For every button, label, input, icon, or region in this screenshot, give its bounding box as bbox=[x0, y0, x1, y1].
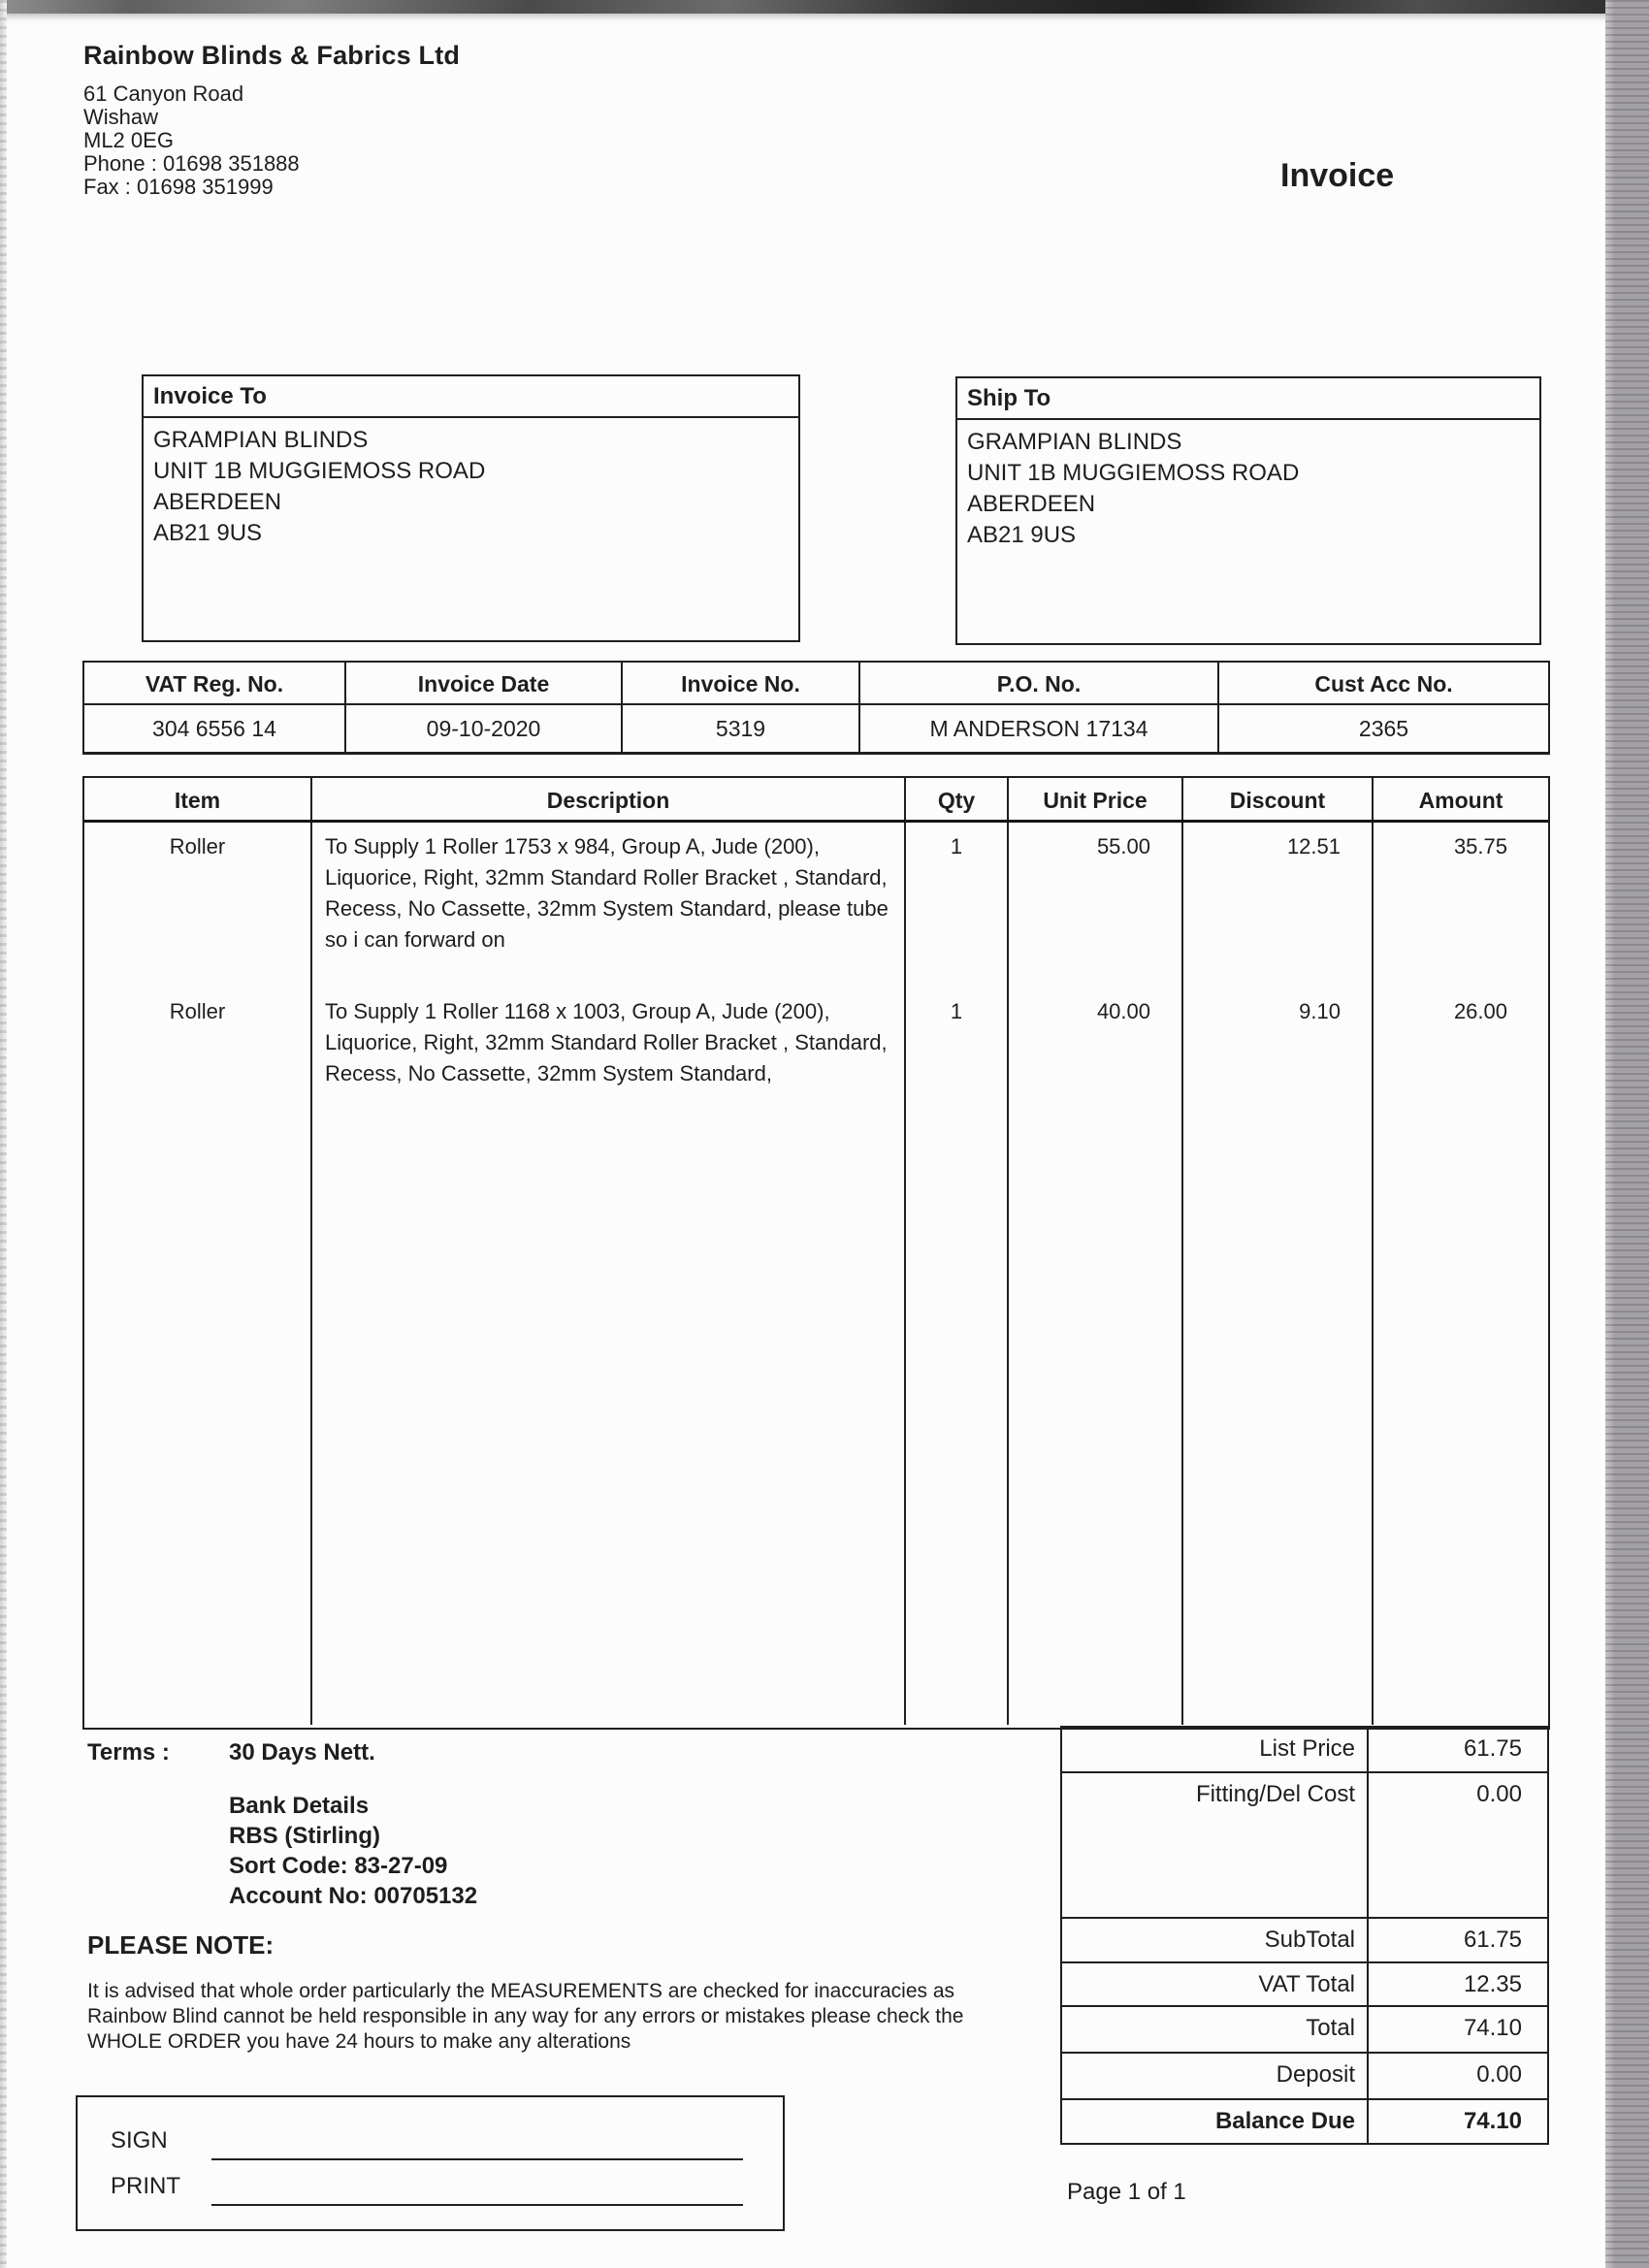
total-label: Deposit bbox=[1062, 2054, 1369, 2098]
total-row-balance-due bbox=[1062, 2098, 1547, 2143]
totals-box bbox=[1060, 1726, 1549, 2145]
total-value: 12.35 bbox=[1463, 1971, 1522, 1997]
total-value: 74.10 bbox=[1463, 2108, 1522, 2134]
print-label: PRINT bbox=[111, 2173, 180, 2199]
company-address-line: ML2 0EG bbox=[83, 128, 174, 152]
please-note-body: It is advised that whole order particularly the MEASUREMENTS are checked for inaccuracies as Rainbow Blind cannot be held responsible in any way for any errors or mistakes please check the WHOLE ORDER you have 24 hours to make any alterations bbox=[87, 1980, 964, 2053]
ship-to-box bbox=[955, 376, 1541, 645]
scanner-edge-right bbox=[1605, 0, 1649, 2268]
ship-to-address bbox=[957, 420, 1539, 558]
invoice-to-box bbox=[142, 374, 800, 642]
bank-sort-code: Sort Code: 83-27-09 bbox=[229, 1853, 448, 1879]
ship-to-line: AB21 9US bbox=[967, 522, 1077, 548]
sign-line bbox=[211, 2127, 743, 2160]
signature-box bbox=[76, 2095, 785, 2231]
total-row-list-price bbox=[1062, 1728, 1547, 1771]
total-row-deposit bbox=[1062, 2052, 1547, 2098]
meta-value-cust-acc: 2365 bbox=[1358, 716, 1409, 741]
invoice-to-label: Invoice To bbox=[144, 376, 798, 418]
col-header-description: Description bbox=[312, 778, 906, 820]
qty-column bbox=[906, 823, 1009, 1725]
invoice-to-line: AB21 9US bbox=[153, 520, 263, 546]
company-address-line: 61 Canyon Road bbox=[83, 81, 244, 106]
ship-to-label: Ship To bbox=[957, 378, 1539, 420]
meta-header-vat-reg: VAT Reg. No. bbox=[84, 663, 346, 705]
ship-to-line: GRAMPIAN BLINDS bbox=[967, 429, 1182, 455]
total-row-vat-total bbox=[1062, 1961, 1547, 2005]
bank-details-heading: Bank Details bbox=[229, 1793, 370, 1819]
scanner-edge-top bbox=[0, 0, 1649, 14]
page-number: Page 1 of 1 bbox=[1067, 2179, 1186, 2205]
invoice-meta-table bbox=[82, 661, 1550, 755]
total-label: SubTotal bbox=[1062, 1919, 1369, 1961]
sign-row bbox=[111, 2115, 783, 2160]
invoice-to-address bbox=[144, 418, 798, 556]
scanner-edge-top-fade bbox=[0, 14, 1649, 23]
meta-value-po-no: M ANDERSON 17134 bbox=[860, 705, 1219, 752]
discount-cell: 12.51 bbox=[1286, 834, 1341, 859]
total-row-fitting-del-cost bbox=[1062, 1771, 1547, 1917]
total-value: 0.00 bbox=[1476, 1781, 1522, 1807]
amount-cell: 35.75 bbox=[1453, 834, 1507, 859]
total-label: List Price bbox=[1062, 1728, 1369, 1771]
invoice-to-line: UNIT 1B MUGGIEMOSS ROAD bbox=[153, 458, 486, 484]
total-value: 61.75 bbox=[1463, 1927, 1522, 1953]
total-label: VAT Total bbox=[1062, 1963, 1369, 2005]
invoice-to-line: ABERDEEN bbox=[153, 489, 282, 515]
document-title: Invoice bbox=[1280, 157, 1395, 194]
print-line bbox=[211, 2173, 743, 2206]
description-column bbox=[312, 823, 906, 1725]
sign-label: SIGN bbox=[111, 2127, 168, 2154]
meta-value-invoice-date: 09-10-2020 bbox=[346, 705, 623, 752]
total-value: 61.75 bbox=[1463, 1735, 1522, 1762]
bank-name: RBS (Stirling) bbox=[229, 1823, 380, 1849]
description-cell: To Supply 1 Roller 1168 x 1003, Group A, Jude (200), Liquorice, Right, 32mm Standard Roller Bracket , Standard, Recess, No Cassette, 32mm System Standard, bbox=[325, 999, 888, 1085]
amount-cell: 26.00 bbox=[1453, 999, 1507, 1023]
unit-price-cell: 40.00 bbox=[1096, 999, 1150, 1023]
company-address bbox=[83, 82, 460, 199]
total-row-total bbox=[1062, 2005, 1547, 2052]
terms-value: 30 Days Nett. bbox=[229, 1739, 375, 1766]
description-cell: To Supply 1 Roller 1753 x 984, Group A, Jude (200), Liquorice, Right, 32mm Standard Roller Bracket , Standard, Recess, No Cassette, 32mm System Standard, please tube so i can forward on bbox=[325, 834, 889, 952]
total-label: Balance Due bbox=[1062, 2100, 1369, 2143]
total-row-subtotal bbox=[1062, 1917, 1547, 1961]
col-header-discount: Discount bbox=[1183, 778, 1374, 820]
item-cell: Roller bbox=[169, 999, 226, 1023]
please-note-heading: PLEASE NOTE: bbox=[87, 1930, 275, 1960]
discount-column bbox=[1183, 823, 1374, 1725]
company-header bbox=[83, 41, 460, 199]
company-phone: Phone : 01698 351888 bbox=[83, 151, 300, 176]
line-items-header-row bbox=[84, 778, 1548, 823]
qty-cell: 1 bbox=[950, 999, 963, 1023]
item-cell: Roller bbox=[169, 834, 226, 859]
meta-header-invoice-date: Invoice Date bbox=[346, 663, 623, 705]
company-name: Rainbow Blinds & Fabrics Ltd bbox=[83, 41, 461, 70]
company-fax: Fax : 01698 351999 bbox=[83, 175, 274, 199]
terms-label: Terms : bbox=[87, 1739, 170, 1766]
unit-price-cell: 55.00 bbox=[1096, 834, 1150, 859]
scanner-edge-left bbox=[0, 0, 7, 2268]
total-value: 74.10 bbox=[1463, 2015, 1522, 2041]
col-header-amount: Amount bbox=[1418, 788, 1504, 813]
item-column bbox=[84, 823, 312, 1725]
total-value: 0.00 bbox=[1476, 2061, 1522, 2088]
meta-value-invoice-no: 5319 bbox=[623, 705, 860, 752]
amount-column bbox=[1374, 823, 1548, 1725]
ship-to-line: ABERDEEN bbox=[967, 491, 1096, 517]
ship-to-line: UNIT 1B MUGGIEMOSS ROAD bbox=[967, 460, 1300, 486]
total-label: Fitting/Del Cost bbox=[1062, 1773, 1369, 1917]
meta-header-po-no: P.O. No. bbox=[860, 663, 1219, 705]
col-header-qty: Qty bbox=[906, 778, 1009, 820]
bank-account-no: Account No: 00705132 bbox=[229, 1883, 478, 1909]
col-header-item: Item bbox=[84, 778, 312, 820]
discount-cell: 9.10 bbox=[1299, 999, 1341, 1023]
total-label: Total bbox=[1062, 2007, 1369, 2052]
meta-value-vat-reg: 304 6556 14 bbox=[84, 705, 346, 752]
invoice-to-line: GRAMPIAN BLINDS bbox=[153, 427, 369, 453]
qty-cell: 1 bbox=[950, 834, 963, 859]
company-address-line: Wishaw bbox=[83, 105, 159, 129]
meta-header-invoice-no: Invoice No. bbox=[623, 663, 860, 705]
bank-details bbox=[229, 1791, 477, 1911]
unit-price-column bbox=[1009, 823, 1183, 1725]
line-items-body bbox=[84, 823, 1548, 1725]
meta-header-cust-acc: Cust Acc No. bbox=[1219, 663, 1548, 705]
col-header-unit-price: Unit Price bbox=[1009, 778, 1183, 820]
line-items-table bbox=[82, 776, 1550, 1730]
print-row bbox=[111, 2160, 783, 2206]
